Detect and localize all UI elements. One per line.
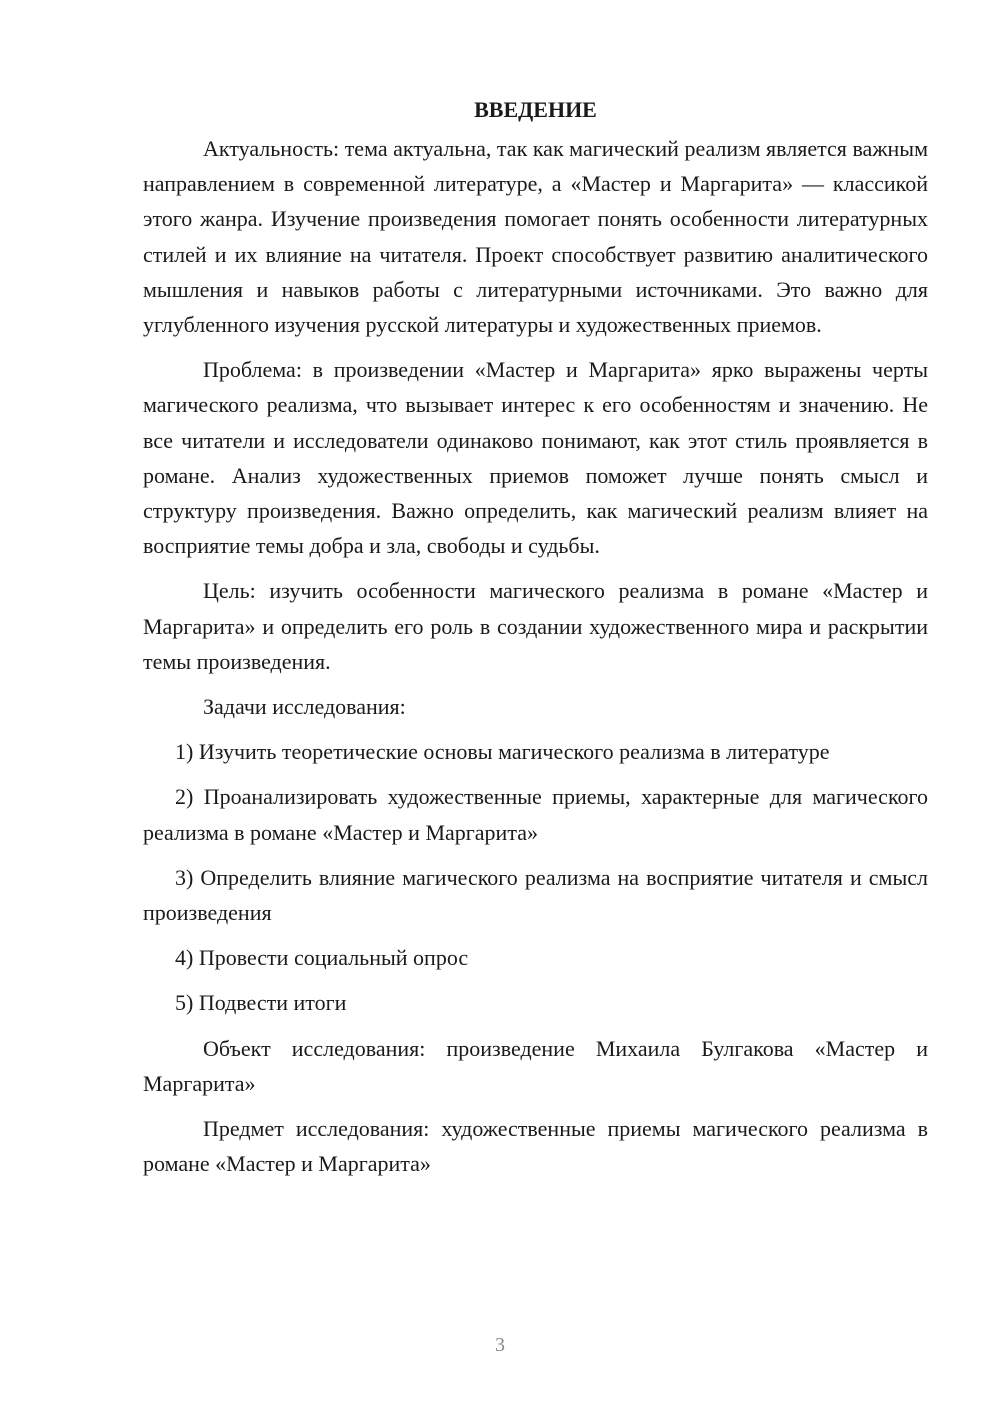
relevance-paragraph: Актуальность: тема актуальна, так как магический реализм является важным направлением в современной литературе, а «Мастер и Маргарита» — классикой этого жанра. Изучение произведения помогает понять особенности литературных стилей и их влияние на читателя. Проект способствует развитию аналитического мышления и навыков работы с литературными источниками. Это важно для углубленного изучения русской литературы и художественных приемов.	[143, 136, 928, 338]
task-item: 1) Изучить теоретические основы магического реализма в литературе	[175, 739, 830, 765]
task-item: 3) Определить влияние магического реализма на восприятие читателя и смысл произведения	[143, 864, 928, 926]
goal-paragraph: Цель: изучить особенности магического реализма в романе «Мастер и Маргарита» и определить его роль в создании художественного мира и раскрытии темы произведения.	[143, 578, 928, 674]
page-number: 3	[495, 1334, 505, 1356]
problem-paragraph: Проблема: в произведении «Мастер и Маргарита» ярко выражены черты магического реализма, что вызывает интерес к его особенностям и значению. Не все читатели и исследователи одинаково понимают, как этот стиль проявляется в романе. Анализ художественных приемов поможет лучше понять смысл и структуру произведения. Важно определить, как магический реализм влияет на восприятие темы добра и зла, свободы и судьбы.	[143, 357, 928, 559]
section-heading: ВВЕДЕНИЕ	[474, 97, 597, 122]
task-item: 2) Проанализировать художественные приемы, характерные для магического реализма в романе «Мастер и Маргарита»	[143, 784, 928, 845]
task-item: 4) Провести социальный опрос	[175, 945, 469, 971]
page-content	[143, 92, 928, 1191]
subject-paragraph: Предмет исследования: художественные приемы магического реализма в романе «Мастер и Маргарита»	[143, 1116, 928, 1177]
object-paragraph: Объект исследования: произведение Михаила Булгакова «Мастер и Маргарита»	[143, 1035, 928, 1096]
task-item: 5) Подвести итоги	[175, 990, 347, 1016]
tasks-heading: Задачи исследования:	[203, 694, 406, 720]
